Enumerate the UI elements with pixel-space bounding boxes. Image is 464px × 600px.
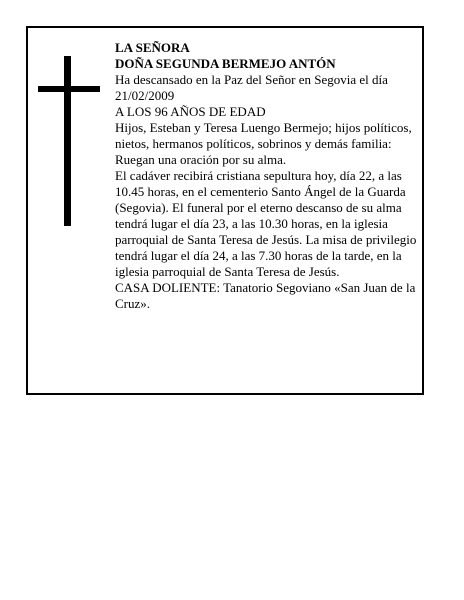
cross-vertical-bar — [64, 56, 71, 226]
obituary-text — [115, 40, 420, 312]
obituary-notice — [26, 26, 424, 395]
cross-horizontal-bar — [38, 86, 100, 92]
deceased-title: LA SEÑORA — [115, 40, 190, 55]
prayer-request: Ruegan una oración por su alma. — [115, 152, 287, 167]
ceremony-details: El cadáver recibirá cristiana sepultura hoy, día 22, a las 10.45 horas, en el cementerio Santo Ángel de la Guarda (Segovia). El funeral por el eterno descanso de su alma tendrá lugar el día 23, a las 10.30 horas, en la iglesia parroquial de Santa Teresa de Jesús. La misa de privilegio tendrá lugar el día 24, a las 7.30 horas de la tarde, en la iglesia parroquial de Santa Teresa de Jesús. — [115, 168, 417, 279]
deceased-name: DOÑA SEGUNDA BERMEJO ANTÓN — [115, 56, 336, 71]
death-announcement: Ha descansado en la Paz del Señor en Segovia el día 21/02/2009 — [115, 72, 388, 103]
cross-icon — [38, 56, 100, 226]
age-line: A LOS 96 AÑOS DE EDAD — [115, 104, 266, 119]
funeral-home-line: CASA DOLIENTE: Tanatorio Segoviano «San Juan de la Cruz». — [115, 280, 416, 311]
family-line: Hijos, Esteban y Teresa Luengo Bermejo; hijos políticos, nietos, hermanos políticos, sobrinos y demás familia: — [115, 120, 412, 151]
